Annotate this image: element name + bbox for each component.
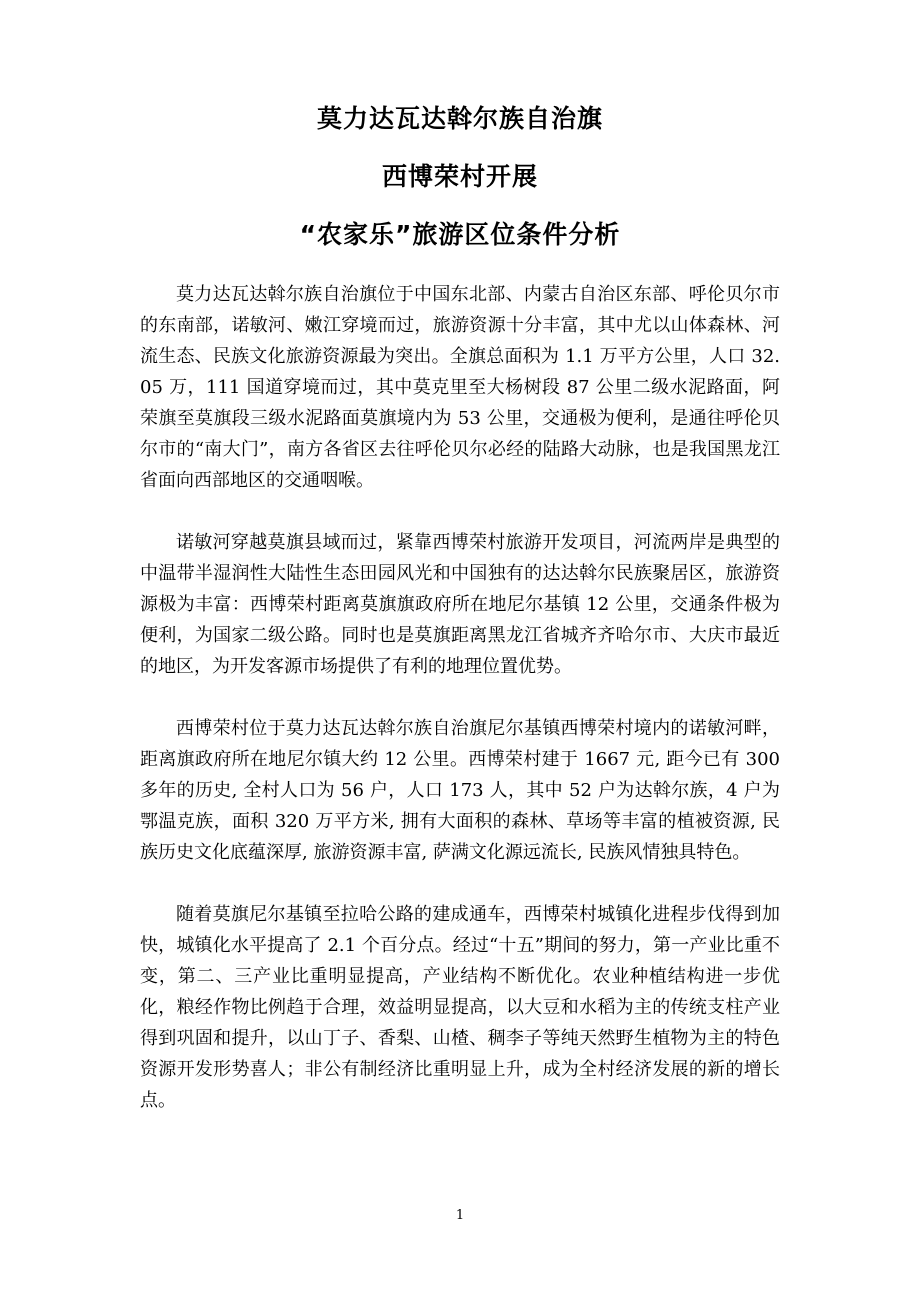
paragraph-4: 随着莫旗尼尔基镇至拉哈公路的建成通车，西博荣村城镇化进程步伐得到加快，城镇化水平提高了 2.1 个百分点。经过“十五”期间的努力，第一产业比重不变，第二、三产业比重明显提高，产业结构不断优化。农业种植结构进一步优化，粮经作物比例趋于合理，效益明显提高，以大豆和水稻为主的传统支柱产业得到巩固和提升，以山丁子、香梨、山楂、稠李子等纯天然野生植物为主的特色资源开发形势喜人；非公有制经济比重明显上升，成为全村经济发展的新的增长点。 [140,904,780,1111]
document-body [140,279,780,1147]
paragraph-1: 莫力达瓦达斡尔族自治旗位于中国东北部、内蒙古自治区东部、呼伦贝尔市的东南部，诺敏河、嫩江穿境而过，旅游资源十分丰富，其中尤以山体森林、河流生态、民族文化旅游资源最为突出。全旗总面积为 1.1 万平方公里，人口 32.05 万，111 国道穿境而过，其中莫克里至大杨树段 87 公里二级水泥路面，阿荣旗至莫旗段三级水泥路面莫旗境内为 53 公里，交通极为便利，是通往呼伦贝尔市的“南大门”，南方各省区去往呼伦贝尔必经的陆路大动脉，也是我国黑龙江省面向西部地区的交通咽喉。 [140,284,780,491]
title-line-2: 西博荣村开展 [381,162,538,191]
title-line-1: 莫力达瓦达斡尔族自治旗 [316,104,603,133]
paragraph-2: 诺敏河穿越莫旗县域而过，紧靠西博荣村旅游开发项目，河流两岸是典型的中温带半湿润性大陆性生态田园风光和中国独有的达达斡尔民族聚居区，旅游资源极为丰富：西博荣村距离莫旗旗政府所在地尼尔基镇 12 公里，交通条件极为便利，为国家二级公路。同时也是莫旗距离黑龙江省城齐齐哈尔市、大庆市最近的地区，为开发客源市场提供了有利的地理位置优势。 [140,532,780,677]
title-line-3: “农家乐”旅游区位条件分析 [299,220,621,249]
document-title [140,103,780,251]
page-number: 1 [455,1208,465,1223]
paragraph-3: 西博荣村位于莫力达瓦达斡尔族自治旗尼尔基镇西博荣村境内的诺敏河畔，距离旗政府所在地尼尔镇大约 12 公里。西博荣村建于 1667 元, 距今已有 300 多年的历史, 全村人口为 56 户，人口 173 人，其中 52 户为达斡尔族，4 户为鄂温克族，面积 320 万平方米, 拥有大面积的森林、草场等丰富的植被资源, 民族历史文化底蕴深厚, 旅游资源丰富, 萨满文化源远流长, 民族风情独具特色。 [140,718,780,863]
